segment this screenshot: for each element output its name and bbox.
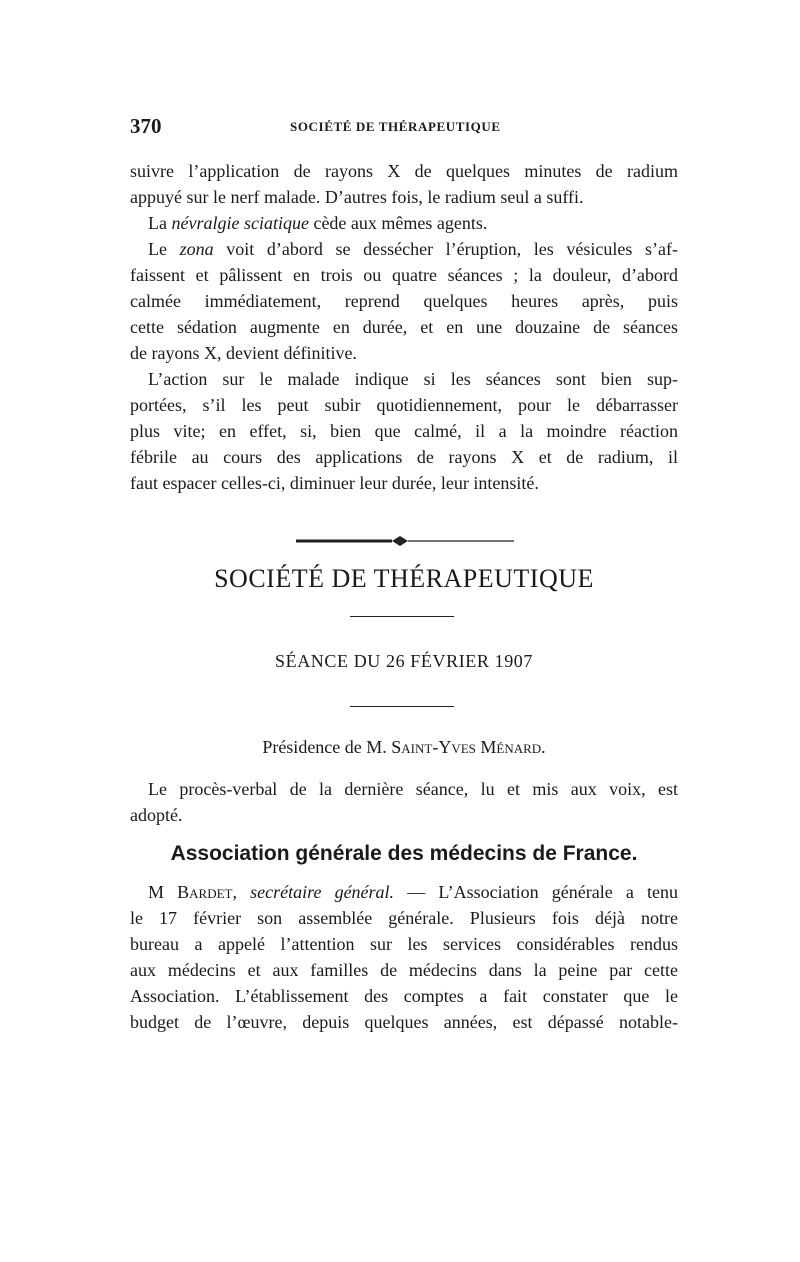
paragraph-radium-application (130, 158, 678, 210)
text-run: M (148, 882, 178, 902)
text-run: Présidence de M. (262, 737, 392, 757)
text-run: , (232, 882, 251, 902)
text-run: La (148, 213, 172, 233)
presidence-line (130, 737, 678, 758)
text-line: portées, s’il les peut subir quotidiennement, pour le débarrasser (130, 395, 678, 415)
text-line: appuyé sur le nerf malade. D’autres fois, le radium seul a suffi. (130, 187, 584, 207)
text-line: bureau a appelé l’attention sur les services considérables rendus (130, 934, 678, 954)
text-run: voit d’abord se dessécher l’éruption, les vésicules s’af- (213, 239, 678, 259)
text-line: plus vite; en effet, si, bien que calmé, il a la moindre réaction (130, 421, 678, 441)
text-line: adopté. (130, 805, 183, 825)
seance-title: SÉANCE DU 26 FÉVRIER 1907 (274, 651, 533, 671)
italic-term: zona (179, 239, 214, 259)
ornament-diamond (392, 536, 408, 546)
text-line (130, 236, 678, 262)
paragraph-sciatic-neuralgia (130, 210, 678, 236)
paragraph-action-on-patient (130, 366, 678, 496)
seance-divider (350, 706, 454, 707)
speaker-name: Bardet (177, 882, 233, 902)
section-heading: Association générale des médecins de France. (170, 842, 638, 865)
text-line: calmée immédiatement, reprend quelques heures après, puis (130, 291, 678, 311)
page-number: 370 (130, 114, 162, 138)
running-title: SOCIÉTÉ DE THÉRAPEUTIQUE (290, 119, 501, 134)
society-title: SOCIÉTÉ DE THÉRAPEUTIQUE (214, 564, 594, 593)
president-name: Saint-Yves Ménard (391, 737, 542, 757)
speaker-role: secrétaire général. (250, 882, 395, 902)
text-run: cède aux mêmes agents. (308, 213, 488, 233)
text-run: — L’Association générale a tenu (394, 882, 678, 902)
ornamental-rule (296, 535, 514, 547)
text-line: Le procès-verbal de la dernière séance, lu et mis aux voix, est (148, 779, 678, 799)
text-line: faut espacer celles-ci, diminuer leur durée, leur intensité. (130, 473, 539, 493)
paragraph-proces-verbal (130, 776, 678, 828)
text-line (130, 879, 678, 905)
text-line (130, 210, 678, 236)
text-run: . (541, 737, 546, 757)
text-line: aux médecins et aux familles de médecins dans la peine par cette (130, 960, 678, 980)
running-head (130, 114, 678, 138)
text-line: fébrile au cours des applications de rayons X et de radium, il (130, 447, 678, 467)
text-line: budget de l’œuvre, depuis quelques années, est dépassé notable- (130, 1012, 678, 1032)
text-line: le 17 février son assemblée générale. Plusieurs fois déjà notre (130, 908, 678, 928)
italic-term: névralgie sciatique (171, 213, 309, 233)
text-line: de rayons X, devient définitive. (130, 343, 357, 363)
text-line: cette sédation augmente en durée, et en une douzaine de séances (130, 317, 678, 337)
title-divider (350, 616, 454, 617)
text-line: suivre l’application de rayons X de quelques minutes de radium (130, 161, 678, 181)
text-line: Association. L’établissement des comptes a fait constater que le (130, 986, 678, 1006)
paragraph-bardet (130, 879, 678, 1035)
text-line: L’action sur le malade indique si les séances sont bien sup- (148, 369, 678, 389)
text-run: Le (148, 239, 180, 259)
text-line: faissent et pâlissent en trois ou quatre séances ; la douleur, d’abord (130, 265, 678, 285)
paragraph-zona (130, 236, 678, 366)
